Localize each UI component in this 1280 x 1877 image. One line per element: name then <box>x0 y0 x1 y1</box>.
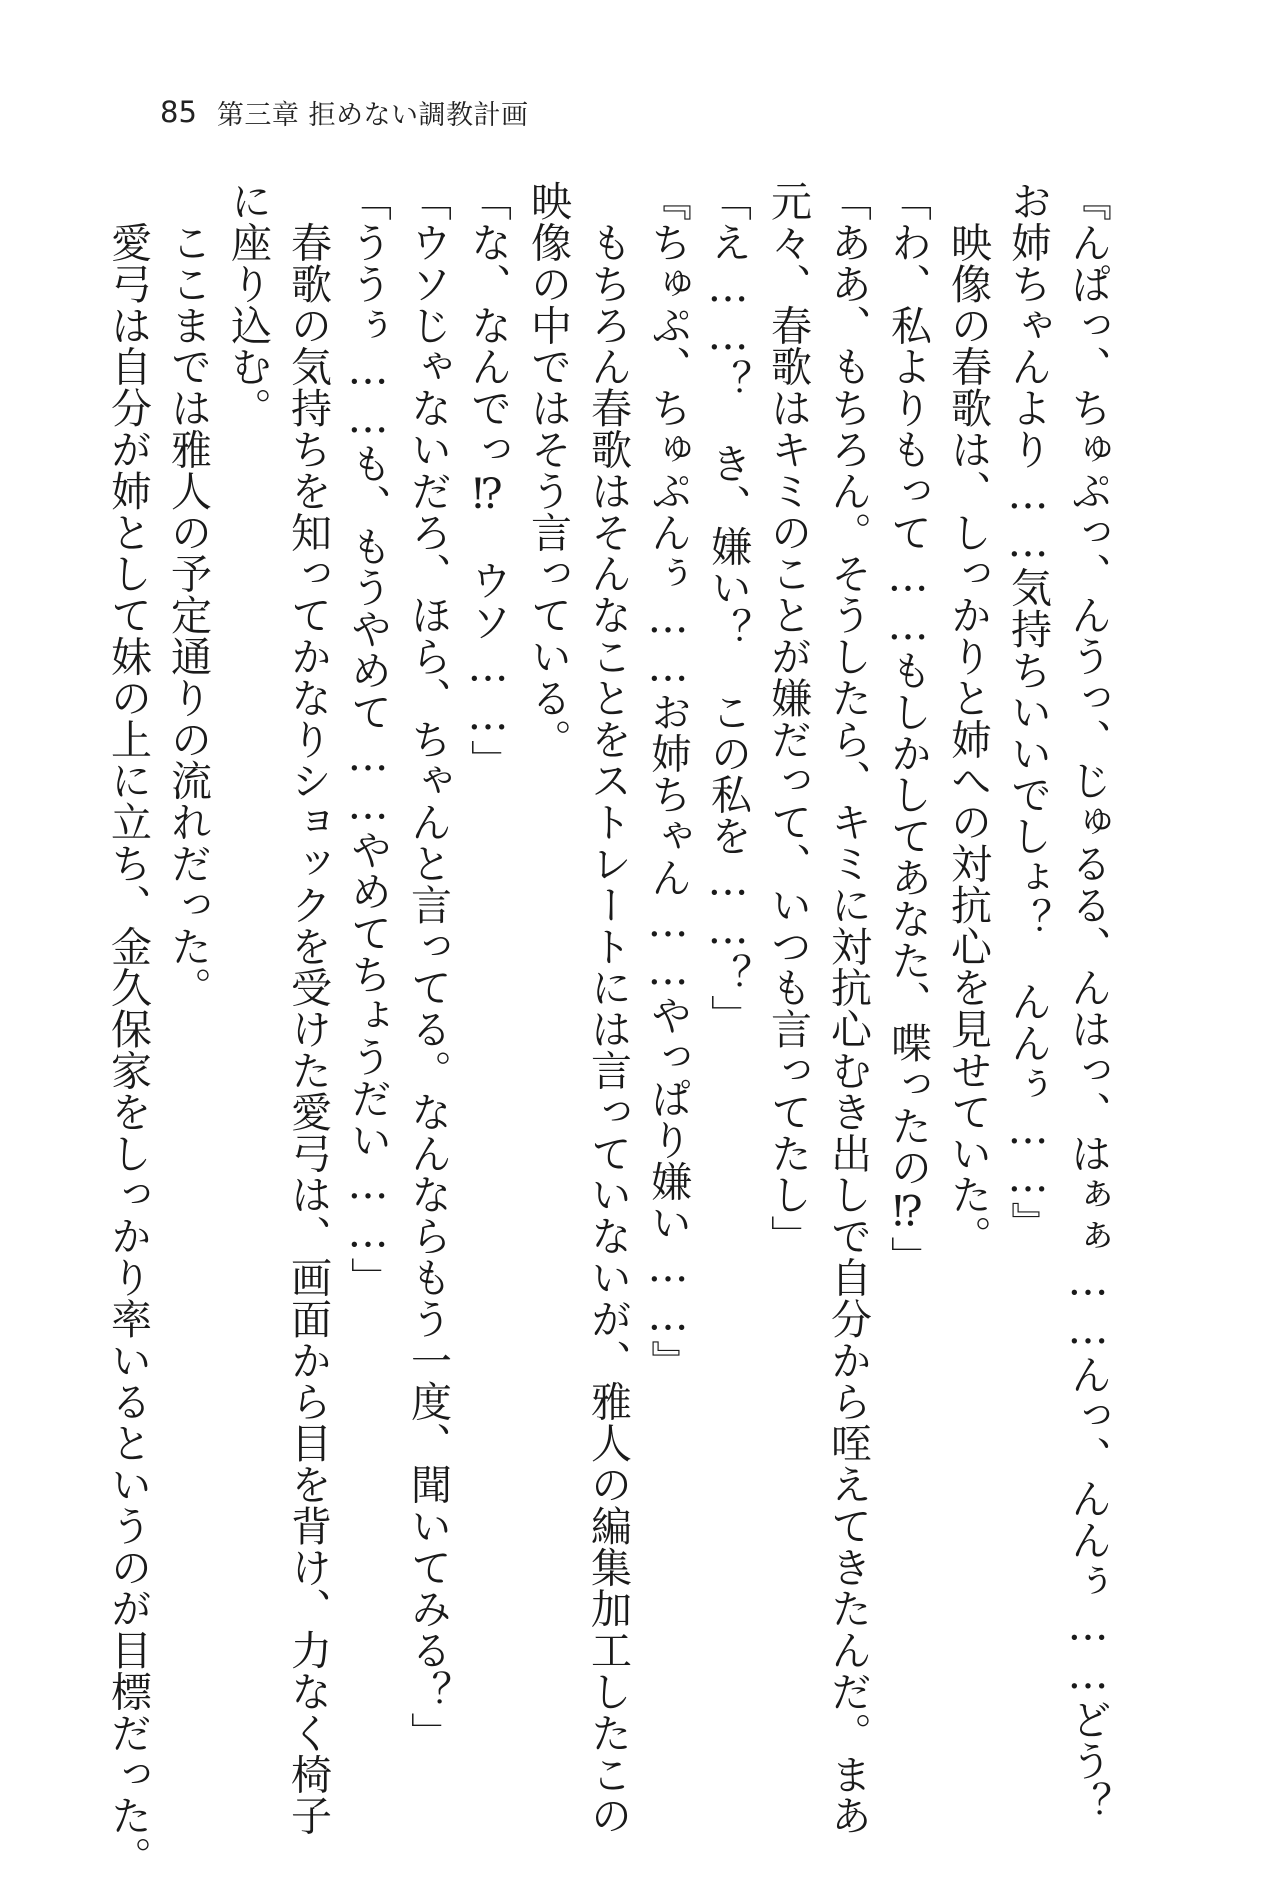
text-line: お姉ちゃんより……気持ちいいでしょ？ んんぅ……』 <box>1004 180 1052 1243</box>
text-line: もちろん春歌はそんなことをストレートには言っていないが、雅人の編集加工したこの <box>584 180 632 1836</box>
chapter-title: 第三章 拒めない調教計画 <box>216 99 529 131</box>
text-line: 『んぱっ、ちゅぷっ、んうっ、じゅるる、んはっ、はぁぁ……んっ、んんぅ……どう？ <box>1064 180 1112 1823</box>
text-line: 愛弓は自分が姉として妹の上に立ち、金久保家をしっかり率いるというのが目標だった。 <box>104 180 152 1877</box>
text-line: 「ウソじゃないだろ、ほら、ちゃんと言ってる。なんならもう一度、聞いてみる？」 <box>404 180 452 1754</box>
running-header <box>160 92 529 132</box>
text-line: 「ううぅ……も、もうやめて……やめてちょうだい……」 <box>344 180 392 1299</box>
text-line: 「な、なんでっ⁉ ウソ……」 <box>464 180 512 781</box>
text-line: 映像の中ではそう言っている。 <box>524 180 572 760</box>
text-line: 「ああ、もちろん。そうしたら、キミに対抗心むき出しで自分から咥えてきたんだ。まあ <box>824 180 872 1836</box>
text-line: 『ちゅぷ、ちゅぷんぅ……お姉ちゃん……やっぱり嫌い……』 <box>644 180 692 1382</box>
text-line: 「え……？ き、嫌い？ この私を……？」 <box>704 180 752 1036</box>
text-line: に座り込む。 <box>224 180 272 429</box>
text-line: 「わ、私よりもって……もしかしてあなた、喋ったの⁉」 <box>884 180 932 1278</box>
text-line: 映像の春歌は、しっかりと姉への対抗心を見せていた。 <box>944 180 992 1257</box>
vertical-body-text <box>104 180 1118 1877</box>
text-line: 春歌の気持ちを知ってかなりショックを受けた愛弓は、画面から目を背け、力なく椅子 <box>284 180 332 1836</box>
text-line: 元々、春歌はキミのことが嫌だって、いつも言ってたし」 <box>764 180 812 1257</box>
page-number: 85 <box>160 95 197 129</box>
text-line: ここまでは雅人の予定通りの流れだった。 <box>164 180 212 1008</box>
